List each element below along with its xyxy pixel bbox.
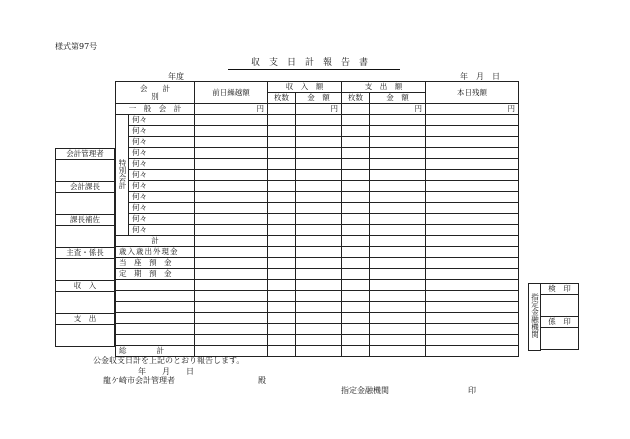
special-account-label: 特別会計	[116, 115, 129, 236]
special-row-label: 何々	[129, 192, 195, 203]
cell	[342, 104, 370, 115]
date-label: 年 月 日	[460, 72, 500, 81]
expense-yen: 円	[370, 104, 426, 115]
category-header: 会 計 別	[116, 82, 195, 104]
deposit-row-label: 歳入歳出外現金	[116, 247, 195, 258]
today-balance-yen: 円	[426, 104, 519, 115]
income-count-header: 枚数	[268, 93, 296, 104]
prev-balance-yen: 円	[195, 104, 268, 115]
special-row-label: 何々	[129, 137, 195, 148]
designated-bank-label: 指定金融機関	[529, 284, 541, 351]
deposit-row-label: 定 期 預 金	[116, 269, 195, 280]
prev-balance-header: 前日繰越額	[195, 82, 268, 104]
receipts-label: 収 入	[56, 281, 115, 292]
subtotal-label: 計	[116, 236, 195, 247]
special-row-label: 何々	[129, 126, 195, 137]
manager-label: 会計管理者	[56, 149, 115, 160]
payments-label: 支 出	[56, 314, 115, 325]
special-row-label: 何々	[129, 225, 195, 236]
income-header: 収 入 額	[268, 82, 342, 93]
special-row-label: 何々	[129, 170, 195, 181]
ledger-table	[115, 81, 519, 357]
bank-stamp-column	[528, 283, 579, 351]
section-chief-stamp-box	[56, 193, 115, 215]
deputy-label: 課長補佐	[56, 215, 115, 226]
fiscal-year-label: 年度	[168, 72, 184, 81]
special-row-label: 何々	[129, 115, 195, 126]
deputy-stamp-box	[56, 226, 115, 248]
form-number: 様式第97号	[55, 42, 98, 51]
staff-stamp-box	[541, 328, 579, 350]
income-yen: 円	[296, 104, 342, 115]
expense-count-header: 枚数	[342, 93, 370, 104]
seal-label: 印	[468, 386, 476, 395]
total-label: 総 計	[116, 346, 195, 357]
today-balance-header: 本日残額	[426, 82, 519, 104]
special-row-label: 何々	[129, 203, 195, 214]
inspection-stamp-box	[541, 295, 579, 317]
expense-header: 支 出 額	[342, 82, 426, 93]
cell	[268, 104, 296, 115]
report-date: 年 月 日	[138, 367, 194, 376]
deposit-row-label: 当 座 預 金	[116, 258, 195, 269]
inspection-stamp-label: 検 印	[541, 284, 579, 295]
manager-stamp-box	[56, 160, 115, 182]
special-row-label: 何々	[129, 159, 195, 170]
general-account-label: 一 般 会 計	[116, 104, 195, 115]
staff-stamp-label: 係 印	[541, 317, 579, 328]
honorific: 殿	[258, 376, 266, 385]
special-row-label: 何々	[129, 148, 195, 159]
bank-signature-label: 指定金融機関	[341, 386, 389, 395]
income-amount-header: 金 額	[296, 93, 342, 104]
expense-amount-header: 金 額	[370, 93, 426, 104]
approval-column	[55, 148, 115, 347]
section-chief-label: 会計課長	[56, 182, 115, 193]
payments-box	[56, 325, 115, 347]
special-row-label: 何々	[129, 181, 195, 192]
special-row-label: 何々	[129, 214, 195, 225]
report-statement: 公金収支日計を上記のとおり報告します。	[93, 356, 245, 365]
staff-stamp-box	[56, 259, 115, 281]
receipts-box	[56, 292, 115, 314]
staff-label: 主査・係長	[56, 248, 115, 259]
page-title: 収支日計報告書	[228, 55, 400, 70]
reporter-name: 龍ケ崎市会計管理者	[103, 376, 175, 385]
